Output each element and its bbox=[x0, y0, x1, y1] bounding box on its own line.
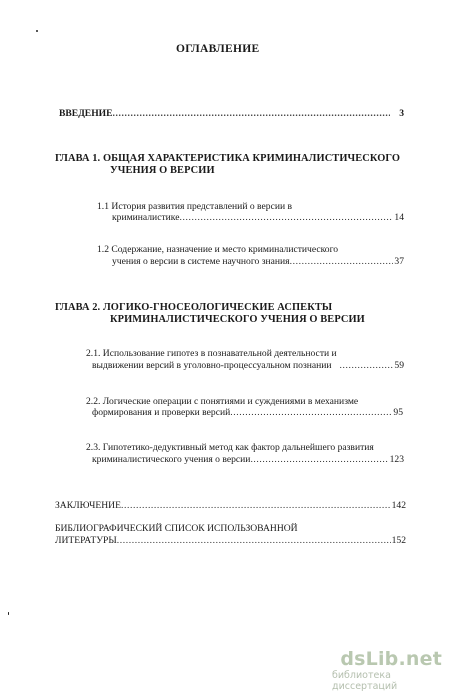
bibliography-heading: БИБЛИОГРАФИЧЕСКИЙ СПИСОК ИСПОЛЬЗОВАННОЙ bbox=[55, 523, 298, 534]
toc-entry-section-1-1[interactable] bbox=[112, 212, 404, 223]
section-2-1-line1: 2.1. Использование гипотез в познавательной деятельности и bbox=[86, 348, 337, 359]
section-1-1-line1: 1.1 История развития представлений о версии в bbox=[97, 201, 293, 212]
toc-leader-dots bbox=[230, 407, 392, 418]
chapter-1-subheading: УЧЕНИЯ О ВЕРСИИ bbox=[110, 165, 215, 176]
toc-entry-conclusion[interactable] bbox=[55, 500, 406, 511]
toc-entry-section-2-1[interactable] bbox=[92, 360, 404, 371]
toc-leader-dots bbox=[113, 108, 391, 119]
scan-speck bbox=[36, 30, 38, 32]
section-2-2-line1: 2.2. Логические операции с понятиями и суждениями в механизме bbox=[86, 396, 359, 407]
toc-page-number: 37 bbox=[394, 256, 404, 267]
toc-entry-section-2-3[interactable] bbox=[92, 454, 404, 465]
toc-page-number: 14 bbox=[394, 212, 404, 223]
chapter-2-heading: ГЛАВА 2. ЛОГИКО-ГНОСЕОЛОГИЧЕСКИЕ АСПЕКТЫ bbox=[55, 302, 333, 313]
watermark-logo: dsLib.net bbox=[340, 648, 442, 670]
toc-leader-dots bbox=[332, 360, 394, 371]
toc-page-number: 95 bbox=[393, 407, 403, 418]
toc-entry-label: учения о версии в системе научного знания bbox=[112, 256, 290, 267]
toc-entry-section-2-2[interactable] bbox=[92, 407, 403, 418]
page-title: ОГЛАВЛЕНИЕ bbox=[176, 43, 260, 55]
toc-entry-label: формирования и проверки версий bbox=[92, 407, 231, 418]
toc-entry-bibliography[interactable] bbox=[55, 535, 406, 546]
toc-page-number: 123 bbox=[389, 454, 404, 465]
toc-entry-label: криминалистике bbox=[112, 212, 180, 223]
toc-entry-label: ВВЕДЕНИЕ bbox=[59, 108, 113, 119]
toc-page-number: 3 bbox=[399, 108, 404, 119]
section-2-3-line1: 2.3. Гипотетико-дедуктивный метод как фактор дальнейшего развития bbox=[86, 442, 374, 453]
toc-leader-dots bbox=[290, 256, 394, 267]
watermark bbox=[332, 648, 442, 692]
toc-entry-section-1-2[interactable] bbox=[112, 256, 404, 267]
watermark-subtitle: библиотека диссертаций bbox=[332, 670, 398, 692]
toc-page-number: 142 bbox=[391, 500, 406, 511]
toc-entry-introduction[interactable] bbox=[59, 108, 404, 119]
toc-leader-dots bbox=[117, 535, 391, 546]
toc-leader-dots bbox=[250, 454, 388, 465]
toc-leader-dots bbox=[121, 500, 391, 511]
toc-entry-label: ЗАКЛЮЧЕНИЕ bbox=[55, 500, 121, 511]
scan-speck bbox=[8, 612, 9, 615]
chapter-1-heading: ГЛАВА 1. ОБЩАЯ ХАРАКТЕРИСТИКА КРИМИНАЛИСТИЧЕСКОГО bbox=[55, 153, 401, 164]
toc-entry-label: выдвижении версий в уголовно-процессуальном познании bbox=[92, 360, 332, 371]
toc-entry-label: криминалистического учения о версии bbox=[92, 454, 251, 465]
toc-page-number: 152 bbox=[391, 535, 406, 546]
toc-entry-label: ЛИТЕРАТУРЫ bbox=[55, 535, 117, 546]
section-1-2-line1: 1.2 Содержание, назначение и место криминалистического bbox=[97, 244, 339, 255]
chapter-2-subheading: КРИМИНАЛИСТИЧЕСКОГО УЧЕНИЯ О ВЕРСИИ bbox=[110, 314, 365, 325]
toc-leader-dots bbox=[179, 212, 393, 223]
toc-page-number: 59 bbox=[394, 360, 404, 371]
